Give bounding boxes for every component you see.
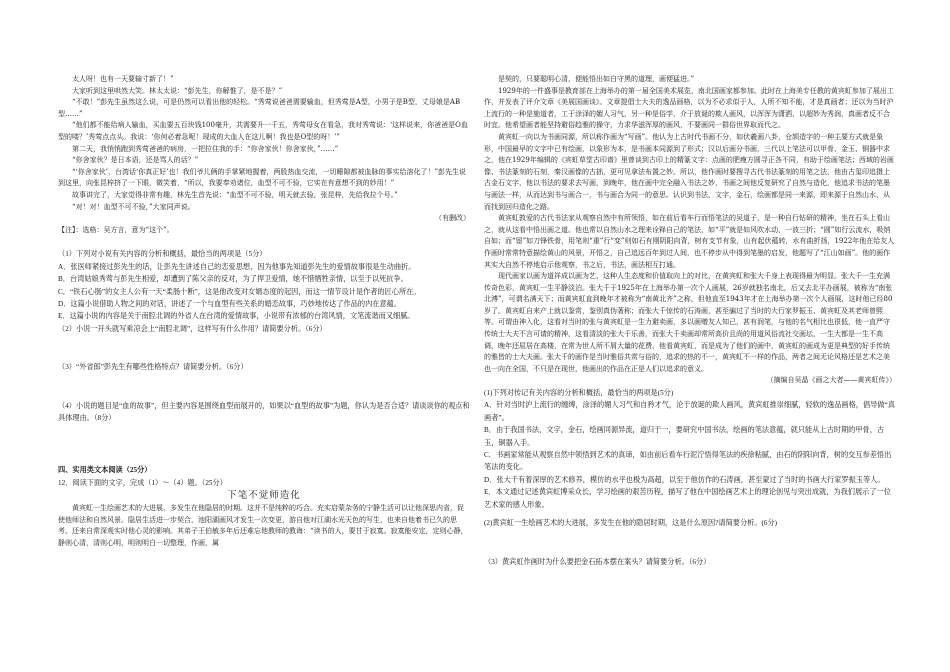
question-12-stem: 12．阅读下面的文字，完成（1）～（4）题。（25分） — [58, 478, 227, 487]
story-paragraph: 故事讲完了，大家觉得非常有趣，林先生首先说：“血型不可不验，明天就去验，张昆梓，先给我拉个号。” — [72, 190, 398, 199]
option-a: A．针对当时沪上流行的缠缚，涂泽的媚人习气和自矜才气，沦于放诞的欺人画风，黄宾虹推崇细腻，轻软的逸品画格，倡导做“真画者”。 — [484, 401, 895, 422]
article-question-2: (2)黄宾虹一生绘画艺术的大进展，多发生在他的隐居时期，这是什么原因?请简要分析。(6分) — [484, 519, 778, 528]
option-d: D．这篇小说借助人物之间的对话，讲述了一个与血型有些关系的婚恋故事，巧妙地传达了作品的内在意蕴。 — [58, 299, 402, 308]
option-a: A．张医师紧接过彭先生的话，让彭先生讲述自己的恋爱思想，因为他事先知道彭先生的爱情故事很是生动曲折。 — [58, 262, 416, 271]
article-paragraph: 1929年的一件盛事是教育部在上海举办的第一届全国美术展览，南北国画家都参加。此时在上海美专任教的黄宾虹参加了展出工作，并发表了评介文章《美展国画谈》。文章提倡士大夫的逸品画格，以为不必求似于人，人所不知不能，才是真画者；还以为当时沪上流行的一种是施道者，工于涂泽的媚人习气，另一种是俗学，介于放诞的欺人画风，以浑浑为潇洒，以超妙为秀润，真画者反不合时宜。他希望画者能坚持避俗趋雅的操守，力求华滋浑厚的画风，不要画同一群俗世界取而代之。 — [484, 86, 894, 130]
article-paragraph: 黄宾虹一生绘画艺术的大进展，多发生在他隐居的时期。这并不是纯粹的巧合。充实启蒙杂务的宁静生活可以让他深思内省，促使他师法和自然风景。隐居生活进一步契合，池阳湖画风才发生一次变更，游自他对江湖水光天色的写生，也来自他着书已久的思考。还来自常深观实时他心灵的影响。其弟子王伯敏多年后还难忘他教师的教诲：“读书的人，要甘于寂寞。寂寞能安定，定则心静，静则心清，清则心明，明则明白一切整理，作画，属 — [58, 504, 468, 547]
option-e: E．这篇小说的内容是关于南腔北调的外省人在台湾的爱情故事，小说带有浓郁的台湾风情，文笔流谐而又细腻。 — [58, 312, 415, 321]
story-paragraph: “对！对！血型不可不验，”大家同声说。 — [72, 202, 195, 211]
article-question-3: （3）黄宾虹作画时为什么要把金石拓本摆在案头？请简要分析。（6分） — [484, 557, 711, 566]
article-source: （摘编自吴晶《画之大者——黄宾虹传》） — [766, 376, 896, 385]
article-continued — [484, 74, 896, 375]
question-3: （3）“外省郎”彭先生有哪些性格特点？请简要分析。（6分） — [58, 363, 248, 372]
question-4: （4）小说的题目是“血的故事”，但主要内容是围绕血型而展开的，如果以“血型的故事”为题，你认为是否合适？请谈谈你的观点和具体理由。（8分） — [58, 401, 470, 422]
annotation-note: 【注】：选格：吴方言，意为“这个”。 — [58, 225, 174, 234]
option-d: D．张大千有着深厚的艺术修养，模仿的水平也极为高超，以至于他仿作的石涛画，甚至蒙过了当时的书画大行家罗振玉等人。 — [484, 475, 885, 484]
article-paragraph: 黄宾虹一向以为书画同源，所以称作画为“写画”。他认为上古时代书画不分，如伏羲画八卦，仓颉造字的一种主要方式就是象形，中国最早的文字中已有绘画，以象形为本，是书画本同源到了形式；汉以后画分书画，三代以上笔法可以甲骨、金玉、铜器中求之，他在1929年编辑的《宾虹草堂古印谱》里曾谈到古印上的精篆文字：点画的肥瘦方圆寻正各不同，有助于绘画笔法；西域的岩画像、书法篆刻的石刻，秦汉画像的古拙，更可见拿法布置之妙。所以，他作画时要搜寻古代书法篆刻的用笔之法，他由古玺印追摄上古金石文字，他以书法的要求去写画，到晚年，他在画中完全融入书法之妙，书画之间他反复研究了自然与造化，他追求书法的笔墨与画法一样，从而达到书与画合一，书与画合为同一的意思。认识到书法，文字，金石，绘画都是同一来源，即来源于自然山水，从而找到回归造化之路。 — [484, 132, 894, 211]
article-paragraph: 黄宾虹敦爱的古代书法家从观察自然中有所领悟，如在前后看车行而悟笔法的吴道子，是一种自行钻研的精神，坐在石头上看山之，就从这看中悟出画之道。他也常以自然山水之理来诠释自己的笔法，如“平”就是如风吹水动，一波三折；“圆”如行云流水，吸纳自如；而“留”如刀锋铁骨，用笔则“重”行“变”则如石有刚阴阳向背，树有支节有象，山有起伏蕴转，水有曲折扬，1922年他在给友人作画时常常特意描绘黄山的风景，开悟之，自己追远百年到过人间，也不停步从中得到笔墨的启发，他题写了“江山如画”。他的画作其实大自然不停地启示他观察，书之后，书法，画法相互打通。 — [484, 214, 895, 269]
question-1 — [58, 248, 470, 322]
option-c: C．“铁石心肠”的女主人公有一天“柔肠十断”，这是他改变对女婿态度的起因，而这一情节设计是作者的匠心所在。 — [58, 287, 421, 296]
source-note: （有删改） — [435, 214, 470, 223]
section-4-title: 四、实用类文本阅读（25分） — [58, 466, 152, 475]
question-stem: （1）下列对小说有关内容的分析和概括，最恰当的两项是（5分） — [58, 250, 267, 259]
option-b: B．台湾姑娘秀莺与彭先生相爱，却遭到了陈父亲的反对，为了捍卫爱情，她不惜牺牲亲情，以至于以死抗争。 — [58, 275, 408, 284]
right-column — [484, 74, 896, 568]
story-paragraph: “你舍家伙？是日本语，还是骂人的话？” — [72, 156, 199, 165]
option-c: C．书画家常能从观察自然中领悟到艺术的真谛，如由前后看车行泥泞悟得笔法的疾徐粘腻，由石的阴阳向背，树的交互参差悟出笔法的变化。 — [484, 451, 892, 472]
story-paragraph: “他们都不能给病人输血，买血要五百块钱100毫升，共需要升一千五，秀莺母女在看急，我对秀莺说：‘这样说来，你爸爸是O血型的喽？’秀莺点点头。我说：‘你何必着急呢！现成的大血人在这儿啊！我也是O型的呀！’” — [58, 121, 468, 141]
story-paragraph: 大家听到这里哄然大笑。林太太说：“彭先生，你解惟了，是不是？” — [72, 86, 283, 95]
story-paragraph: “‘你舍家伙’，台湾话‘你真正好’也！我们爷儿俩的手掌紧地握着，两股热血交流，一切睡隙都被血脉的事实给溶化了！”彭先生说到这里，向张昆梓挤了一下眼，微笑着，“所以，我要奉劝诸位，血型不可不验，它实在有意想不到的妙用！” — [58, 167, 467, 188]
article-title: 下笔不觉师造化 — [227, 490, 301, 502]
story-paragraph: “不敢！”彭先生虽然这么说，可是仍然可以看出他的轻松。“秀莺说爸爸需要输血，但秀莺是A型，小男子是B型，丈母娘是AB型……” — [58, 98, 461, 118]
left-column — [58, 74, 470, 550]
story-text — [58, 74, 470, 213]
article-paragraph: 现代画家以画为道祥成以画为艺，这种人生态度和价值取向上的对比，在黄宾虹和张大千身上表现得最为明显。张大千一生充满传奇色彩，黄宾虹一生平静淡泊。张大千于1925年在上海举办第一次个人画展，26岁就独名南北，后又去北平办画展，被称为“南张北溥”，可谓名满天下；而黄宾虹直到晚年才被称为“南黄北齐”之称，但他直至1943年才在上海举办第一次个人画展，这时他已经80岁了。黄宾虹自来产上就以鉴赏，鉴别真伪著称；而张大千惊传的石涛画，甚至骗过了当时的大行家罗振玉、黄宾虹及其老师曾熙等。可谓由神入化，这看对当时的张与黄宾虹是一生力避卖画，多以画赠友人知己，甚有润笔，与他的名气相比也很低，他一直严守传统士大夫不言可请的精神，这看清淡的张大千乐善，而张大千卖画却常所高价且尚的用道风俗流社交画坛，一生大都是一生不高调，晚年还屈居在高楼，在常为世人所不屑大量的花费，他看黄宾虹，而是成为了他们的画中，黄宾虹的画成为更是典型的好手传统的雅皆的士大夫画。张大千的画作是当时雅俗共赏与俗的，追求的热的不一，黄宾虹不一样的作品，两者之间无论风格还是艺术之美也一向在全国，不只是在现世，他画出的作品在正是人们以追求的意义。 — [484, 272, 893, 373]
article-question-1 — [484, 387, 896, 511]
story-paragraph: 第二天，我悄悄跑到秀莺爸爸的病房，一把拉住我的手：“你舍家伙！你舍家伙，”……” — [72, 144, 339, 153]
question-2: （2）小说一开头就写乘凉会上“南腔北调”，这样写有什么作用？请简要分析。（6分） — [58, 324, 327, 333]
question-stem: (1)下列对传记有关内容的分析和概括，最恰当的两项是(5分) — [484, 389, 674, 398]
article-paragraph: 是契的，只要聪明心清，便能悟出如白守黑的道理，画便猛进。” — [498, 75, 695, 83]
option-e: E．本文通过记述黄宾虹博采众长，学习绘画的艰苦历程，描写了他在中国绘画艺术上的理论创见与突出成就，为我们展示了一位艺术家的感人形象。 — [484, 488, 891, 509]
option-b: B．由于我国书法，文字，金石，绘画同源异流，道归于一，要研究中国书法，绘画的笔法意蕴，就只能从上古时期的甲骨，古玉，铜器入手。 — [484, 426, 885, 447]
story-paragraph: 太人呀！也有一天要输寸新了！” — [72, 75, 174, 83]
